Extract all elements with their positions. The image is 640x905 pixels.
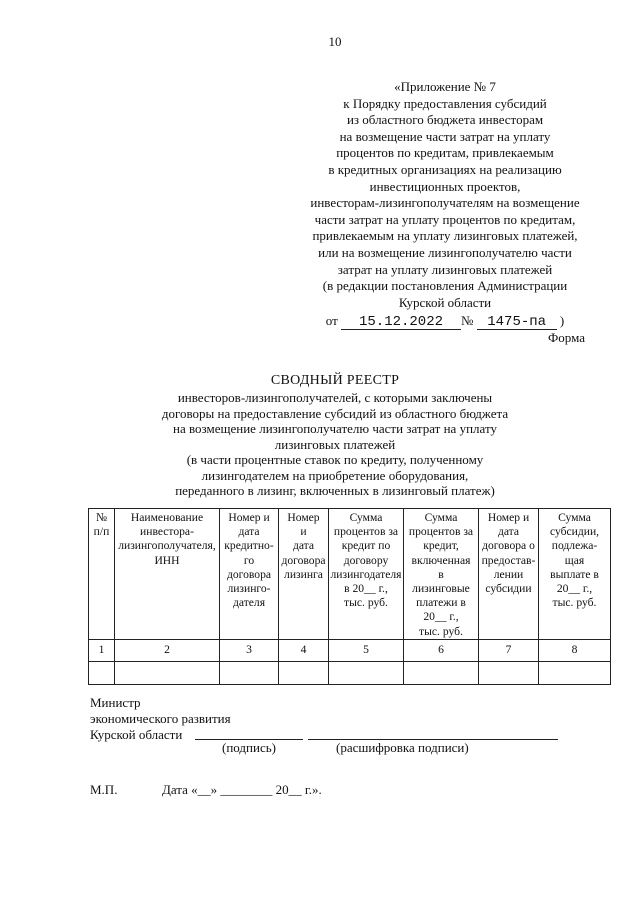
header-text-line: лизинго- <box>227 582 271 596</box>
subtitle-line: лизингодателем на приобретение оборудования, <box>201 467 469 483</box>
stamp-label: М.П. <box>90 782 118 797</box>
header-text-line: выплате в <box>550 567 599 581</box>
header-text-line: дата <box>497 525 520 539</box>
signer-title-line-3: Курской области <box>90 727 183 742</box>
header-text-line: тыс. руб. <box>419 624 463 638</box>
closing-paren: ) <box>559 313 565 329</box>
header-text-line: платежи в <box>416 596 466 610</box>
header-text-line: № <box>95 511 108 524</box>
column-number: 2 <box>115 639 220 661</box>
header-text-line: лизингодателя <box>330 567 402 581</box>
header-text-line: договору <box>343 553 389 567</box>
appendix-line: Курской области <box>398 294 492 310</box>
header-text-line: п/п <box>93 525 110 539</box>
header-text-line: Номер и <box>487 511 530 524</box>
appendix-line: инвестиционных проектов, <box>369 178 521 194</box>
appendix-line: или на возмещение лизингополучателю части <box>318 244 572 260</box>
signing-date: Дата «__» ________ 20__ г.». <box>162 782 322 797</box>
empty-cell <box>220 661 279 684</box>
header-cell-leasing-contract <box>279 509 329 640</box>
empty-cell <box>115 661 220 684</box>
column-number: 4 <box>279 639 329 661</box>
appendix-line: в кредитных организациях на реализацию <box>328 161 562 177</box>
header-text-line: и <box>300 525 307 539</box>
subtitle-line: лизинговых платежей <box>274 436 396 452</box>
subtitle-line: переданного в лизинг, включенных в лизинговый платеж) <box>175 483 495 498</box>
date-prefix: от <box>325 313 338 329</box>
appendix-line: процентов по кредитам, привлекаемым <box>336 145 554 161</box>
signer-title-line-1: Министр <box>90 695 141 710</box>
header-text-line: дата <box>238 525 260 539</box>
column-number: 5 <box>329 639 404 661</box>
appendix-line: привлекаемым на уплату лизинговых платежей, <box>312 228 578 244</box>
resolution-number: 1475-па <box>477 315 557 330</box>
header-text-line: субсидии, <box>549 525 600 539</box>
header-text-line: предостав- <box>481 553 536 567</box>
header-text-line: Сумма <box>349 511 383 524</box>
header-text-line: в 20__ г., <box>344 582 388 596</box>
header-text-line: 20__ г., <box>423 610 459 624</box>
header-cell-subsidy-contract <box>479 509 539 640</box>
header-text-line: кредит по <box>341 539 391 553</box>
header-text-line: Сумма <box>424 511 458 524</box>
header-text-line: щая <box>564 553 585 567</box>
subtitle-line: договоры на предоставление субсидий из областного бюджета <box>161 405 509 421</box>
number-prefix: № <box>461 313 474 329</box>
header-cell-investor <box>115 509 220 640</box>
header-text-line: 20__ г., <box>556 582 593 596</box>
appendix-line: из областного бюджета инвесторам <box>346 112 544 128</box>
registry-table <box>88 508 611 685</box>
appendix-line: «Приложение № 7 <box>394 79 496 94</box>
register-subtitle <box>140 390 530 499</box>
appendix-line: затрат на уплату лизинговых платежей <box>337 261 553 277</box>
header-text-line: субсидии <box>485 582 532 596</box>
header-text-line: подлежа- <box>551 539 598 553</box>
header-text-line: го <box>243 553 255 567</box>
empty-cell <box>539 661 611 684</box>
header-text-line: процентов за <box>408 525 474 539</box>
empty-cell <box>329 661 404 684</box>
header-cell-interest-sum <box>329 509 404 640</box>
header-text-line: инвестора- <box>140 525 194 539</box>
header-text-line: договора <box>281 553 326 567</box>
resolution-date: 15.12.2022 <box>341 315 461 330</box>
appendix-line: (в редакции постановления Администрации <box>322 278 568 294</box>
header-text-line: Номер <box>287 511 320 524</box>
column-number: 6 <box>404 639 479 661</box>
header-text-line: лизинга <box>284 567 323 581</box>
header-text-line: процентов за <box>333 525 399 539</box>
header-text-line: включенная <box>411 553 471 567</box>
subtitle-line: инвесторов-лизингополучателей, с которыми заключены <box>177 390 493 405</box>
header-cell-number <box>89 509 115 640</box>
header-text-line: в <box>438 567 444 581</box>
header-text-line: Наименование <box>130 511 204 524</box>
resolution-date-line <box>290 313 600 330</box>
header-cell-interest-included <box>404 509 479 640</box>
decoding-caption: (расшифровка подписи) <box>336 740 469 755</box>
table-header-row <box>89 509 611 640</box>
empty-cell <box>279 661 329 684</box>
header-text-line: Сумма <box>558 511 591 524</box>
subtitle-line: на возмещение лизингополучателю части затрат на уплату <box>173 421 497 436</box>
header-text-line: лизинговые <box>412 582 470 596</box>
signature-caption: (подпись) <box>222 740 276 755</box>
header-text-line: лении <box>493 567 524 581</box>
form-label: Форма <box>548 330 585 345</box>
appendix-header <box>290 79 600 330</box>
subtitle-line: (в части процентные ставок по кредиту, полученному <box>186 452 484 467</box>
column-number-row <box>89 639 611 661</box>
header-cell-credit-contract <box>220 509 279 640</box>
header-text-line: ИНН <box>154 553 180 567</box>
page-number: 10 <box>328 34 342 49</box>
empty-cell <box>89 661 115 684</box>
header-text-line: тыс. руб. <box>344 596 388 610</box>
column-number: 1 <box>89 639 115 661</box>
appendix-line: части затрат на уплату процентов по кредитам, <box>314 211 576 227</box>
header-text-line: дата <box>292 539 315 553</box>
column-number: 8 <box>539 639 611 661</box>
appendix-line: к Порядку предоставления субсидий <box>343 95 547 111</box>
appendix-line: на возмещение части затрат на уплату <box>339 128 551 144</box>
column-number: 3 <box>220 639 279 661</box>
header-text-line: лизингополучателя, <box>118 539 216 553</box>
empty-data-row <box>89 661 611 684</box>
header-text-line: тыс. руб. <box>552 596 597 610</box>
header-text-line: кредитно- <box>224 539 274 553</box>
header-text-line: Номер и <box>228 511 270 524</box>
register-title: СВОДНЫЙ РЕЕСТР <box>270 373 400 388</box>
empty-cell <box>479 661 539 684</box>
header-text-line: договора о <box>482 539 535 553</box>
header-text-line: кредит, <box>423 539 459 553</box>
signer-title-line-2: экономического развития <box>90 711 231 726</box>
header-text-line: договора <box>226 567 272 581</box>
column-number: 7 <box>479 639 539 661</box>
header-text-line: дателя <box>232 596 266 610</box>
empty-cell <box>404 661 479 684</box>
appendix-line: инвесторам-лизингополучателям на возмещение <box>310 195 580 211</box>
header-cell-subsidy-sum <box>539 509 611 640</box>
